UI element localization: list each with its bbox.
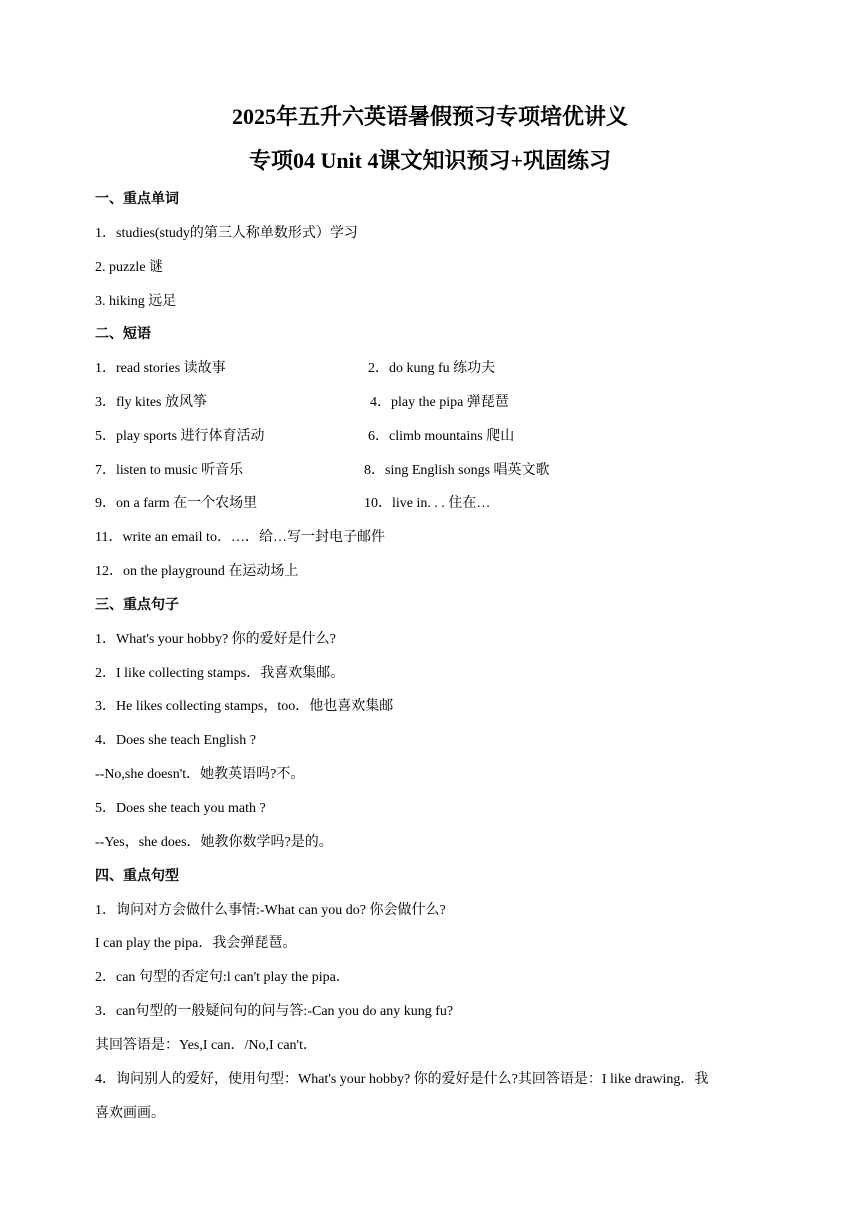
sentence-item: --No,she doesn't．她教英语吗?不。 xyxy=(95,767,305,782)
sentence-item: 4．Does she teach English ? xyxy=(95,733,256,748)
pattern-item: 4．询问别人的爱好，使用句型：What's your hobby? 你的爱好是什么?其回答语是：I like drawing．我 xyxy=(95,1072,709,1087)
vocab-item: 3. hiking 远足 xyxy=(95,294,177,309)
phrase-item: 3．fly kites 放风筝 xyxy=(95,395,207,410)
sentence-item: 5．Does she teach you math ? xyxy=(95,801,266,816)
document-subtitle: 专项04 Unit 4课文知识预习+巩固练习 xyxy=(248,148,612,173)
pattern-item: 1．询问对方会做什么事情:-What can you do? 你会做什么? xyxy=(95,903,446,918)
section-heading-sentences: 三、重点句子 xyxy=(95,598,179,613)
pattern-item: I can play the pipa．我会弹琵琶。 xyxy=(95,936,297,951)
phrase-item: 11．write an email to．…．给…写一封电子邮件 xyxy=(95,530,385,545)
sentence-item: 1．What's your hobby? 你的爱好是什么? xyxy=(95,632,336,647)
pattern-item: 其回答语是：Yes,I can．/No,I can't． xyxy=(95,1038,317,1053)
vocab-item: 1．studies(study的第三人称单数形式）学习 xyxy=(95,226,358,241)
section-heading-patterns: 四、重点句型 xyxy=(95,869,179,884)
sentence-item: --Yes，she does．她教你数学吗?是的。 xyxy=(95,835,333,850)
phrase-item: 10．live in. . . 住在… xyxy=(364,496,491,511)
phrase-item: 7．listen to music 听音乐 xyxy=(95,463,244,478)
sentence-item: 3．He likes collecting stamps，too．他也喜欢集邮 xyxy=(95,699,394,714)
phrase-item: 8．sing English songs 唱英文歌 xyxy=(364,463,550,478)
phrase-item: 1．read stories 读故事 xyxy=(95,361,226,376)
phrase-item: 12．on the playground 在运动场上 xyxy=(95,564,299,579)
phrase-item: 2．do kung fu 练功夫 xyxy=(368,361,496,376)
vocab-item: 2. puzzle 谜 xyxy=(95,260,164,275)
phrase-item: 4．play the pipa 弹琵琶 xyxy=(370,395,509,410)
phrase-item: 9．on a farm 在一个农场里 xyxy=(95,496,258,511)
pattern-item: 喜欢画画。 xyxy=(95,1106,165,1121)
pattern-item: 2．can 句型的否定句:l can't play the pipa． xyxy=(95,970,350,985)
section-heading-phrases: 二、短语 xyxy=(95,327,151,342)
section-heading-vocabulary: 一、重点单词 xyxy=(95,192,179,207)
phrase-item: 6．climb mountains 爬山 xyxy=(368,429,515,444)
sentence-item: 2．I like collecting stamps．我喜欢集邮。 xyxy=(95,666,345,681)
document-title: 2025年五升六英语暑假预习专项培优讲义 xyxy=(231,104,628,129)
phrase-item: 5．play sports 进行体育活动 xyxy=(95,429,265,444)
pattern-item: 3．can句型的一般疑问句的问与答:-Can you do any kung fu? xyxy=(95,1004,454,1019)
